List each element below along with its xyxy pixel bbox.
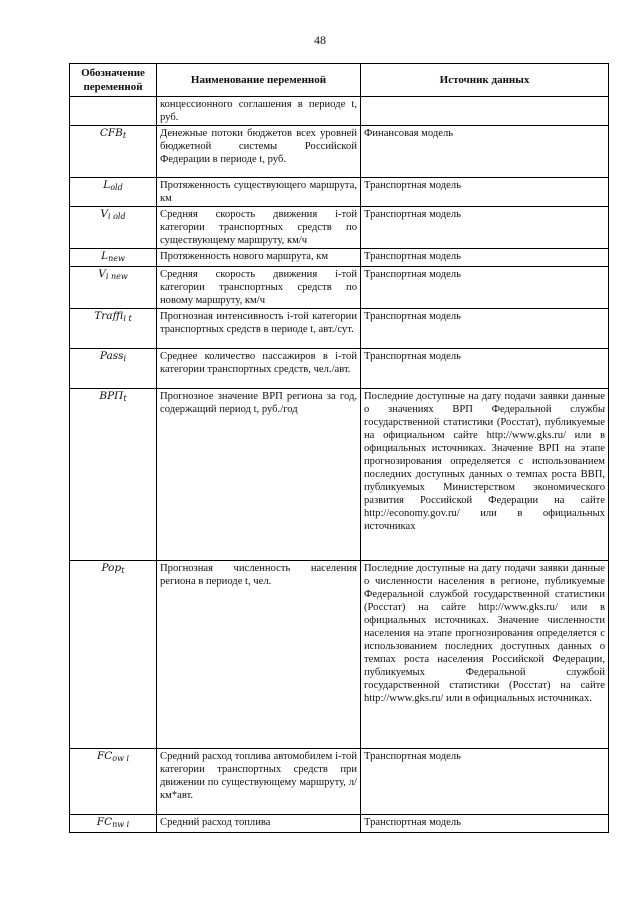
variable-name: Денежные потоки бюджетов всех уровней бюджетной системы Российской Федерации в периоде t, руб. [157, 126, 361, 178]
data-source: Финансовая модель [361, 126, 609, 178]
symbol-main: ВРП [99, 390, 124, 402]
symbol-subscript: i t [123, 314, 132, 323]
table-row [70, 309, 609, 349]
variable-symbol [70, 207, 157, 249]
symbol-main: FC [96, 750, 113, 762]
symbol-main: L [103, 179, 111, 191]
symbol-subscript: nw i [112, 820, 130, 829]
symbol-subscript: new [108, 254, 125, 263]
table-header-row [70, 64, 609, 97]
header-source: Источник данных [361, 64, 609, 97]
variable-name: Средний расход топлива [157, 815, 361, 833]
variable-name: Прогнозная интенсивность i-той категории транспортных средств в периоде t, авт./сут. [157, 309, 361, 349]
variable-symbol [70, 309, 157, 349]
variable-name: Протяженность нового маршрута, км [157, 249, 361, 267]
variable-name: Средний расход топлива автомобилем i-той категории транспортных средств при движении по существующему маршруту, л/км*авт. [157, 749, 361, 815]
table-row [70, 267, 609, 309]
symbol-subscript: old [110, 183, 123, 192]
variables-table [69, 63, 609, 833]
variable-name: Прогнозная численность населения региона в периоде t, чел. [157, 561, 361, 749]
symbol-subscript: i [123, 354, 127, 363]
variable-symbol [70, 267, 157, 309]
variable-name: Средняя скорость движения i-той категории транспортных средств по новому маршруту, км/ч [157, 267, 361, 309]
data-source: Транспортная модель [361, 815, 609, 833]
variable-symbol [70, 389, 157, 561]
symbol-main: CFB [99, 127, 123, 139]
data-source: Последние доступные на дату подачи заявки данные о численности населения в регионе, публикуемые Федеральной службой государственной статистики (Росстат) на сайте http://www.gks.ru/ или в официальных источниках. Значение численности населения на этапе прогнозирования определяется с использованием последних доступных данных о темпах роста населения Российской Федерации, публикуемых Федеральной службой государственной статистики (Росстат) на сайте http://www.gks.ru/ или в официальных источниках. [361, 561, 609, 749]
variable-name: концессионного соглашения в периоде t, руб. [157, 97, 361, 126]
symbol-main: Traffi [94, 310, 124, 322]
table-row [70, 749, 609, 815]
table-row [70, 178, 609, 207]
variable-symbol [70, 815, 157, 833]
variable-name: Среднее количество пассажиров в i-той категории транспортных средств, чел./авт. [157, 349, 361, 389]
symbol-subscript: i old [107, 212, 126, 221]
data-source: Транспортная модель [361, 249, 609, 267]
table-row [70, 815, 609, 833]
symbol-main: V [100, 208, 108, 220]
symbol-main: Pass [99, 350, 124, 362]
table-row [70, 126, 609, 178]
variable-symbol [70, 349, 157, 389]
table-row [70, 349, 609, 389]
table-row [70, 389, 609, 561]
variable-name: Протяженность существующего маршрута, км [157, 178, 361, 207]
data-source: Транспортная модель [361, 749, 609, 815]
variable-symbol [70, 749, 157, 815]
header-name: Наименование переменной [157, 64, 361, 97]
symbol-subscript: i new [105, 272, 128, 281]
symbol-main: FC [96, 816, 113, 828]
data-source: Транспортная модель [361, 178, 609, 207]
data-source: Транспортная модель [361, 309, 609, 349]
symbol-main: V [98, 268, 106, 280]
table-row [70, 561, 609, 749]
table-row [70, 97, 609, 126]
variable-symbol [70, 178, 157, 207]
variable-symbol [70, 249, 157, 267]
header-symbol: Обозначение переменной [70, 64, 157, 97]
variable-symbol [70, 126, 157, 178]
table-row [70, 249, 609, 267]
symbol-subscript: t [122, 131, 127, 140]
data-source: Транспортная модель [361, 207, 609, 249]
page-number: 48 [314, 33, 326, 47]
data-source: Транспортная модель [361, 267, 609, 309]
symbol-subscript: t [123, 394, 127, 403]
symbol-main: Pop [101, 562, 122, 574]
data-source: Транспортная модель [361, 349, 609, 389]
variable-name: Средняя скорость движения i-той категории транспортных средств по существующему маршруту, км/ч [157, 207, 361, 249]
data-source [361, 97, 609, 126]
variable-symbol [70, 97, 157, 126]
table-row [70, 207, 609, 249]
data-source: Последние доступные на дату подачи заявки данные о значениях ВРП Федеральной службы государственной статистики (Росстат), публикуемые на официальном сайте http://www.gks.ru/ или в официальных источниках. Значение ВРП на этапе прогнозирования определяется с использованием последних доступных данных о темпах роста ВВП, публикуемых Министерством экономического развития Российской Федерации на сайте http://economy.gov.ru/ или в официальных источниках [361, 389, 609, 561]
symbol-subscript: ow i [112, 754, 130, 763]
symbol-subscript: t [121, 566, 125, 575]
variable-name: Прогнозное значение ВРП региона за год, содержащий период t, руб./год [157, 389, 361, 561]
symbol-main: L [101, 250, 109, 262]
variable-symbol [70, 561, 157, 749]
